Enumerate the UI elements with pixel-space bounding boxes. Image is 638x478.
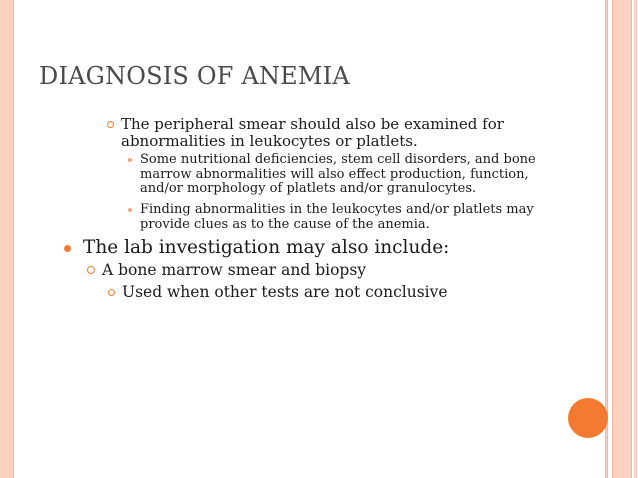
bullet-line: Used when other tests are not conclusive — [122, 283, 448, 301]
bullet-line: provide clues as to the cause of the anemia. — [140, 216, 430, 232]
bullet-item-1 — [121, 116, 541, 150]
right-decorative-stripe-wide — [612, 0, 632, 478]
bullet-item-3 — [140, 203, 560, 232]
right-decorative-stripe-thin — [605, 0, 608, 478]
bullet-line: Some nutritional deficiencies, stem cell disorders, and bone — [140, 152, 536, 167]
bullet-line: and/or morphology of platlets and/or granulocytes. — [140, 181, 477, 197]
bullet-item-4 — [83, 238, 533, 259]
bullet-line: The peripheral smear should also be examined for — [121, 115, 504, 133]
ring-bullet-icon — [87, 266, 95, 274]
orange-circle-decoration — [568, 398, 608, 438]
bullet-line: The lab investigation may also include: — [83, 237, 450, 258]
bullet-item-5 — [102, 262, 552, 279]
bullet-line: Finding abnormalities in the leukocytes and/or platlets may — [140, 202, 534, 217]
bullet-line: abnormalities in leukocytes or platlets. — [121, 131, 418, 150]
left-decorative-border — [0, 0, 14, 478]
bullet-item-6 — [122, 284, 572, 301]
ring-bullet-icon — [108, 289, 115, 296]
right-decorative-stripe-edge — [634, 0, 637, 478]
ring-bullet-icon — [107, 121, 114, 128]
dot-bullet-icon — [64, 245, 71, 252]
dot-bullet-icon — [128, 158, 132, 162]
bullet-item-2 — [140, 153, 560, 197]
bullet-line: A bone marrow smear and biopsy — [102, 261, 367, 279]
dot-bullet-icon — [128, 208, 132, 212]
slide-title: DIAGNOSIS OF ANEMIA — [39, 62, 350, 90]
bullet-line: marrow abnormalities will also effect production, function, — [140, 166, 529, 182]
